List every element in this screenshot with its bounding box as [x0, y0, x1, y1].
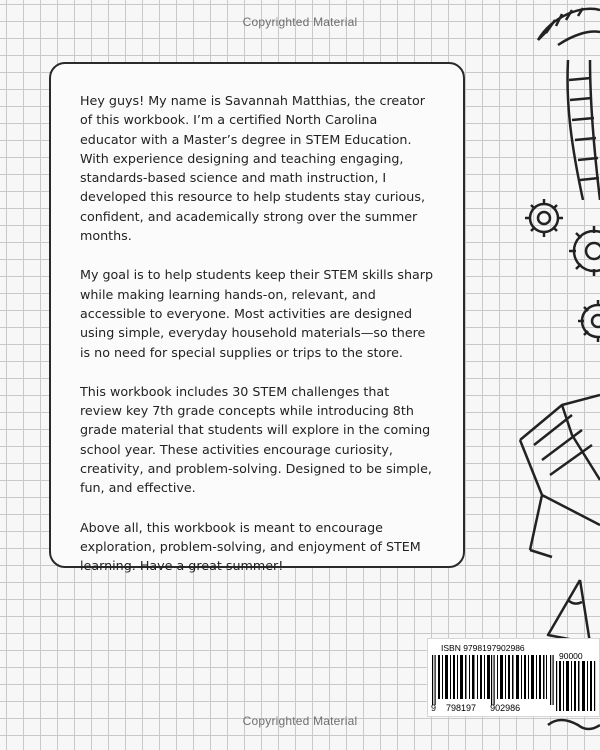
price-code: 90000: [559, 651, 583, 661]
beach-chair-icon: [512, 385, 600, 560]
paragraph-contents: This workbook includes 30 STEM challenges that review key 7th grade concepts while introducing 8th grade material that students will explore in the coming school year. These activities encourage curiosity, creativity, and problem-solving. Designed to be simple, fun, and effective.: [80, 383, 432, 496]
author-note-panel: [49, 62, 465, 574]
addon-barcode-bars: [556, 661, 596, 711]
watermark-top: Copyrighted Material: [242, 15, 358, 29]
paragraph-goal: My goal is to help students keep their STEM skills sharp while making learning hands-on, relevant, and accessible to everyone. Most activities are designed using simple, everyday household materials—so there is no need for special supplies or trips to the store.: [80, 267, 434, 360]
isbn-barcode: [427, 638, 600, 717]
palm-tree-icon: [528, 0, 600, 200]
paragraph-intro: Hey guys! My name is Savannah Matthias, the creator of this workbook. I’m a certified North Carolina educator with a Master’s degree in STEM Education. With experience designing and teaching engaging, standards-based science and math instruction, I developed this resource to help students stay curious, confident, and academically strong over the summer months.: [80, 93, 425, 244]
barcode-digits-right: 902986: [490, 703, 521, 713]
gear-icon: [520, 196, 600, 346]
barcode-digits: [431, 703, 556, 713]
barcode-digits-left: 798197: [446, 703, 477, 713]
isbn-label: ISBN 9798197902986: [441, 643, 525, 653]
barcode-digit-prefix: 9: [431, 703, 437, 713]
barcode-bars: [432, 655, 554, 705]
paragraph-closing: Above all, this workbook is meant to encourage exploration, problem-solving, and enjoyment of STEM learning. Have a great summer!: [80, 519, 421, 574]
watermark-bottom: Copyrighted Material: [242, 714, 358, 728]
author-note-text: [80, 91, 434, 596]
